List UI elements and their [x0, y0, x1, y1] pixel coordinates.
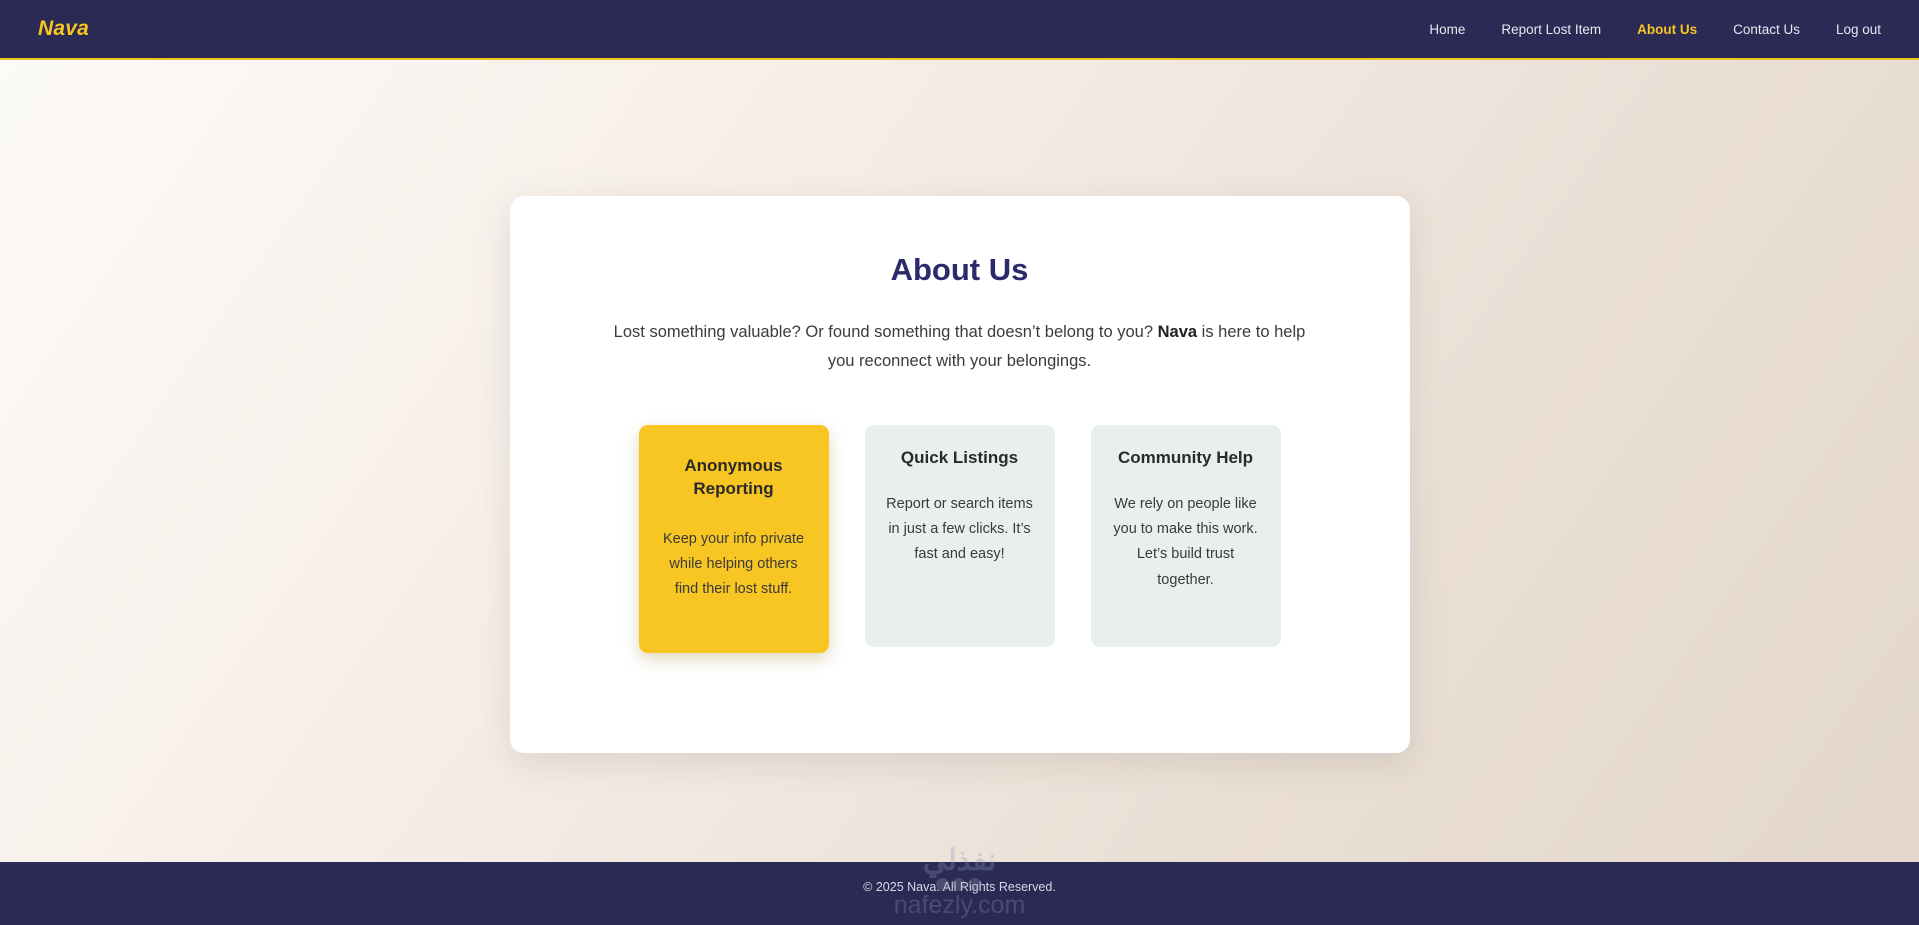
- feature-title: Quick Listings: [900, 447, 1019, 467]
- feature-card-anonymous-reporting: [639, 425, 829, 653]
- feature-title: Anonymous Reporting: [684, 455, 783, 498]
- nav-link-report-lost-item[interactable]: Report Lost Item: [1501, 21, 1602, 37]
- feature-text: Keep your info private while helping others find their lost stuff.: [662, 530, 805, 598]
- nav-link-contact-us[interactable]: Contact Us: [1733, 21, 1800, 37]
- page-footer: [0, 862, 1919, 925]
- feature-title: Community Help: [1117, 447, 1254, 467]
- nav-links: [1429, 22, 1881, 37]
- watermark-english-text: nafezly.com: [893, 890, 1026, 919]
- nav-link-log-out[interactable]: Log out: [1835, 21, 1881, 37]
- watermark-arabic-text: نفذلي: [922, 843, 997, 877]
- feature-text: We rely on people like you to make this work. Let’s build trust together.: [1113, 495, 1258, 588]
- feature-card-community-help: [1091, 425, 1281, 647]
- brand-logo[interactable]: Nava: [38, 17, 90, 40]
- nav-link-home[interactable]: Home: [1429, 21, 1466, 37]
- top-navbar: [0, 0, 1919, 60]
- about-intro-text: [610, 318, 1310, 377]
- about-intro-part1: Lost something valuable? Or found something that doesn’t belong to you?: [613, 323, 1158, 341]
- feature-card-quick-listings: [865, 425, 1055, 647]
- page-title: About Us: [890, 252, 1029, 287]
- feature-card-list: [556, 425, 1364, 653]
- about-intro-brand: Nava: [1157, 323, 1198, 341]
- about-card: [510, 196, 1410, 753]
- footer-copyright: © 2025 Nava. All Rights Reserved.: [863, 880, 1056, 894]
- page-content: [0, 60, 1919, 925]
- feature-text: Report or search items in just a few clicks. It’s fast and easy!: [886, 495, 1033, 563]
- nav-link-about-us[interactable]: About Us: [1637, 21, 1698, 37]
- about-intro-part2: is here to help you reconnect with your belongings.: [827, 323, 1306, 371]
